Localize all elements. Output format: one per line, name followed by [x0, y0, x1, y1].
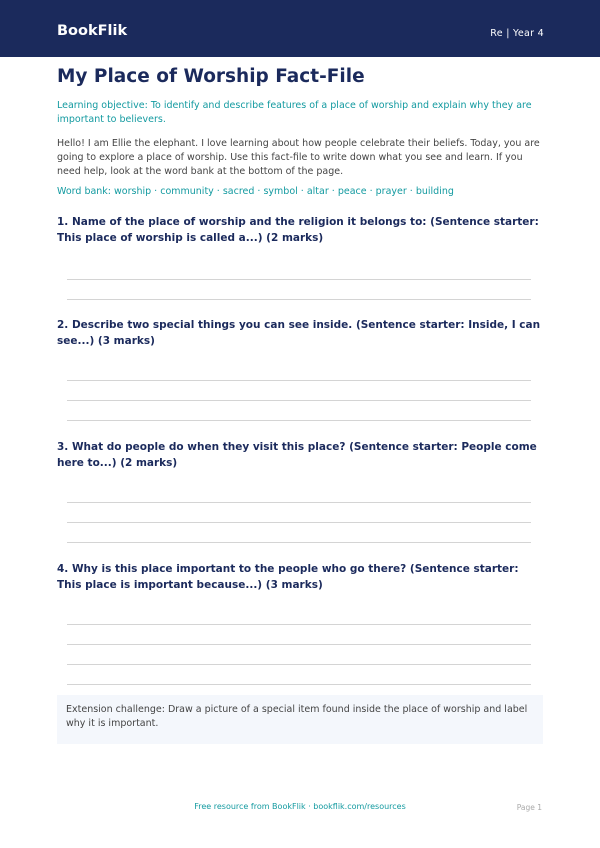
page-header — [0, 0, 600, 57]
answer-line[interactable] — [67, 664, 531, 665]
question-1: 1. Name of the place of worship and the religion it belongs to: (Sentence starter: This place of worship is called a...) (2 marks) — [57, 216, 539, 244]
footer-credit: Free resource from BookFlik · bookflik.com/resources — [194, 802, 406, 811]
extension-challenge-text: Extension challenge: Draw a picture of a special item found inside the place of worship and label why it is important. — [66, 704, 528, 729]
word-bank: Word bank: worship · community · sacred · symbol · altar · peace · prayer · building — [57, 186, 454, 197]
answer-line[interactable] — [67, 542, 531, 543]
answer-line[interactable] — [67, 624, 531, 625]
brand-logo: BookFlik — [57, 23, 128, 39]
question-3: 3. What do people do when they visit this place? (Sentence starter: People come here to...) (2 marks) — [57, 441, 537, 469]
worksheet-title: My Place of Worship Fact-File — [57, 66, 365, 87]
intro-paragraph: Hello! I am Ellie the elephant. I love learning about how people celebrate their beliefs. Today, you are going to explore a place of worship. Use this fact-file to write down what you see and learn. If you need help, look at the word bank at the bottom of the page. — [57, 138, 540, 177]
answer-line[interactable] — [67, 522, 531, 523]
answer-line[interactable] — [67, 279, 531, 280]
answer-line[interactable] — [67, 502, 531, 503]
extension-challenge-box — [57, 695, 543, 744]
question-2: 2. Describe two special things you can see inside. (Sentence starter: Inside, I can see...) (3 marks) — [57, 319, 541, 347]
question-4: 4. Why is this place important to the people who go there? (Sentence starter: This place is important because...) (3 marks) — [57, 563, 519, 591]
answer-line[interactable] — [67, 380, 531, 381]
answer-line[interactable] — [67, 299, 531, 300]
answer-line[interactable] — [67, 400, 531, 401]
answer-line[interactable] — [67, 684, 531, 685]
subject-year-label: Re | Year 4 — [490, 28, 544, 39]
answer-line[interactable] — [67, 644, 531, 645]
learning-objective: Learning objective: To identify and describe features of a place of worship and explain why they are important to believers. — [57, 100, 532, 125]
answer-line[interactable] — [67, 420, 531, 421]
page-number: Page 1 — [516, 803, 542, 812]
